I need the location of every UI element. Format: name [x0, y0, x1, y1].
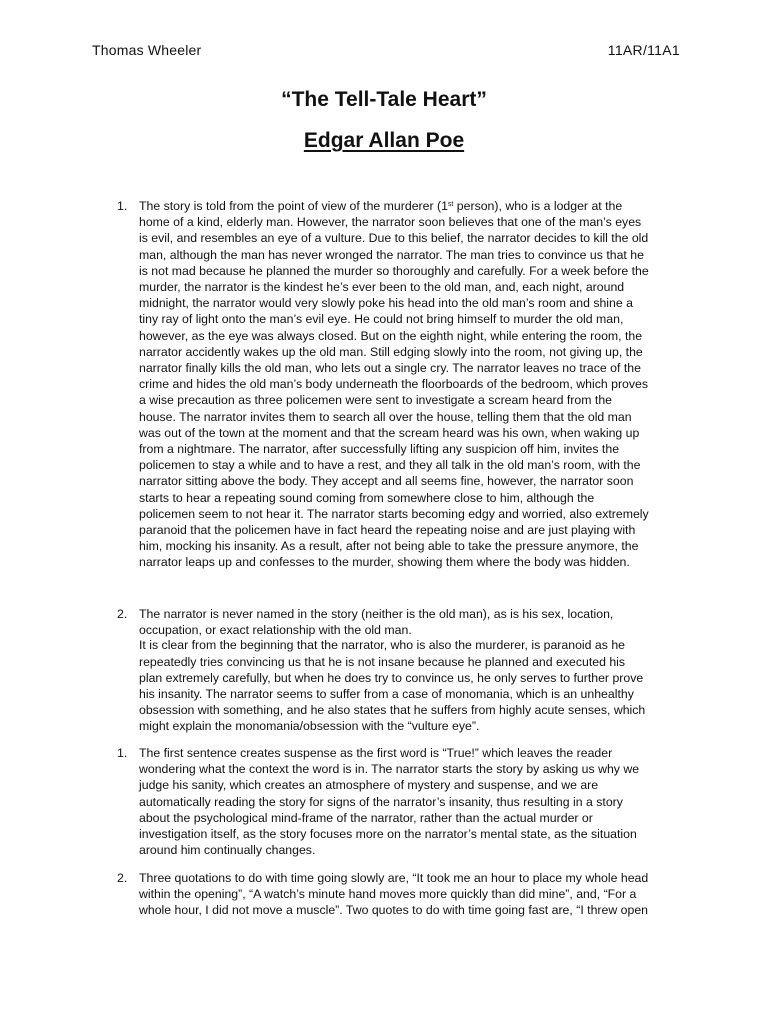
list-item: [117, 870, 677, 919]
header-class-code: 11AR/11A1: [607, 42, 680, 58]
list-item-text: The first sentence creates suspense as the first word is “True!” which leaves the reader wondering what the context the word is in. The narrator starts the story by asking us why we judge his sanity, which creates an atmosphere of mystery and suspense, and we are automatically reading the story for signs of the narrator’s insanity, thus resulting in a story about the psychological mind-frame of the narrator, rather than the actual murder or investigation itself, as the story focuses more on the narrator’s mental state, as the situation around him continually changes.: [139, 746, 640, 858]
list-item-number: 2.: [117, 871, 128, 885]
author-name: Edgar Allan Poe: [303, 129, 465, 152]
list-item-text: Three quotations to do with time going slowly are, “It took me an hour to place my whole head within the opening”, “A watch’s minute hand moves more quickly than did mine”, and, “For a whole hour, I did not move a muscle”. Two quotes to do with time going fast are, “I threw open: [139, 871, 649, 918]
list-item-text-start: The story is told from the point of view of the murderer (1: [139, 199, 448, 213]
document-author: [0, 129, 768, 153]
list-item-text-rest: person), who is a lodger at the home of a kind, elderly man. However, the narrator soon believes that one of the man’s eyes is evil, and resembles an eye of a vulture. Due to this belief, the narrator decides to kill the old man, although the man has never wronged the narrator. The man tries to convince us that he is not mad because he planned the murder so thoroughly and carefully. For a week before the murder, the narrator is the kindest he’s ever been to the old man, and, each night, around midnight, the narrator would very slowly poke his head into the old man’s room and shine a tiny ray of light onto the man’s evil eye. He could not bring himself to murder the old man, however, as the eye was always closed. But on the eighth night, while entering the room, the narrator accidently wakes up the old man. Still edging slowly into the room, not giving up, the narrator finally kills the old man, who lets out a single cry. The narrator leaves no trace of the crime and hides the old man’s body underneath the floorboards of the bedroom, which proves a wise precaution as three policemen were sent to investigate a scream heard from the house. The narrator invites them to search all over the house, telling them that the old man was out of the town at the moment and that the scream heard was his own, when waking up from a nightmare. The narrator, after successfully lifting any suspicion off him, invites the policemen to stay a while and to have a rest, and they all talk in the old man’s room, with the narrator sitting above the body. They accept and all seems fine, however, the narrator soon starts to hear a repeating sound coming from somewhere close to him, although the policemen seem to not hear it. The narrator starts becoming edgy and worried, also extremely paranoid that the policemen have in fact heard the repeating noise and are just playing with him, mocking his insanity. As a result, after not being able to take the pressure anymore, the narrator leaps up and confesses to the murder, showing them where the body was hidden.: [139, 199, 649, 570]
list-item: [117, 745, 677, 858]
list-item: [117, 606, 677, 735]
list-item-paragraph: It is clear from the beginning that the narrator, who is also the murderer, is paranoid as he repeatedly tries convincing us that he is not insane because he planned and executed his plan extremely carefully, but when he does try to convince us, he only serves to further prove his insanity. The narrator seems to suffer from a case of monomania, which is an unhealthy obsession with something, and he also states that he suffers from highly acute senses, which might explain the monomania/obsession with the “vulture eye”.: [139, 638, 646, 734]
list-item-number: 2.: [117, 607, 128, 621]
header-author-name: Thomas Wheeler: [92, 42, 202, 58]
superscript: st: [447, 201, 454, 208]
list-item-number: 1.: [117, 746, 128, 760]
document-title: “The Tell-Tale Heart”: [281, 88, 487, 111]
list-item-text: The narrator is never named in the story (neither is the old man), as is his sex, location, occupation, or exact relationship with the old man.: [139, 607, 614, 638]
list-item: [117, 198, 677, 571]
list-item-number: 1.: [117, 199, 128, 213]
list-item-text: [139, 198, 677, 571]
